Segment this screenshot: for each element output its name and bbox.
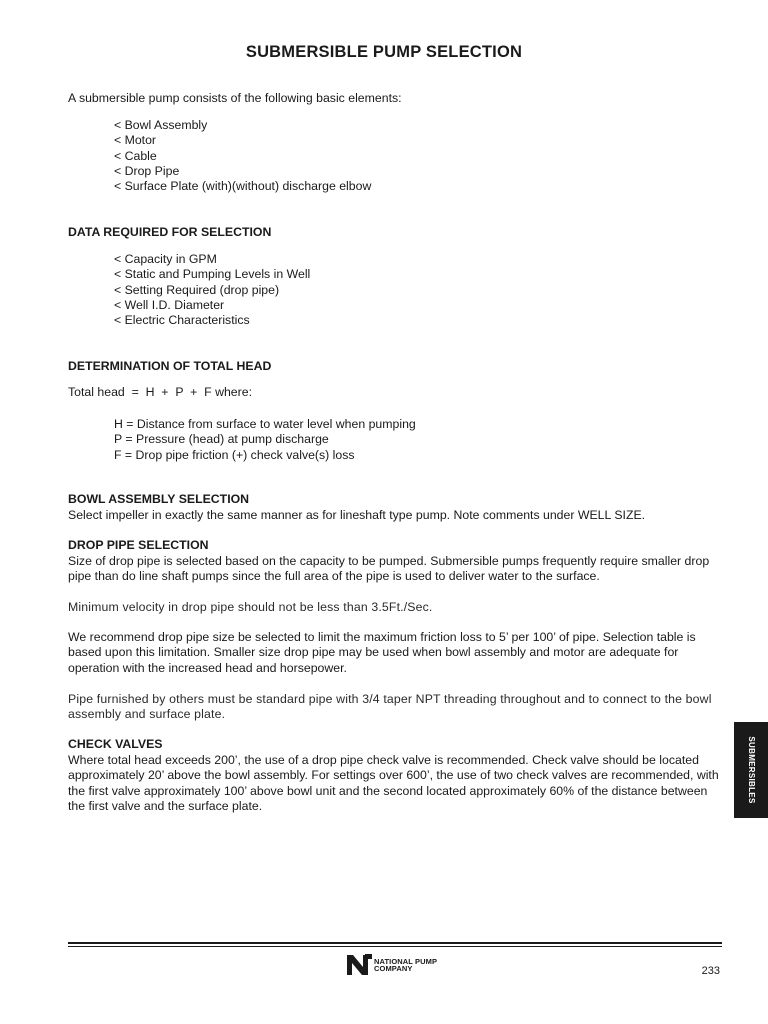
list-item: F = Drop pipe friction (+) check valve(s) loss: [114, 447, 355, 462]
list-item: < Drop Pipe: [114, 163, 180, 178]
n-logo-icon: [346, 954, 374, 976]
footer-rule: [68, 942, 722, 944]
section-tab-label: SUBMERSIBLES: [747, 736, 756, 804]
list-item: < Electric Characteristics: [114, 313, 250, 328]
bowl-assembly-heading: BOWL ASSEMBLY SELECTION: [68, 492, 250, 506]
drop-pipe-paragraph-2: Minimum velocity in drop pipe should not be less than 3.5Ft./Sec.: [68, 600, 433, 614]
drop-pipe-paragraph-4: Pipe furnished by others must be standard pipe with 3/4 taper NPT threading throughout and to connect to the bowl assembly and surface plate.: [68, 692, 712, 722]
drop-pipe-heading: DROP PIPE SELECTION: [68, 538, 209, 552]
drop-pipe-paragraph-1: Size of drop pipe is selected based on the capacity to be pumped. Submersible pumps frequently require smaller drop pipe than do line shaft pumps since the full area of the pipe is used to deliver water to the surface.: [68, 554, 710, 584]
page-title: SUBMERSIBLE PUMP SELECTION: [245, 43, 523, 61]
check-valves-text: Where total head exceeds 200’, the use of a drop pipe check valve is recommended. Check valve should be located approximately 20’ above the bowl assembly. For settings over 600’, the use of two check valves are recommended, with the first valve approximately 100’ above bowl unit and the second located approximately 60% of the distance between the first valve and the surface plate.: [68, 753, 719, 813]
list-item: < Cable: [114, 148, 157, 163]
list-item: < Motor: [114, 133, 157, 148]
list-item: P = Pressure (head) at pump discharge: [114, 432, 329, 447]
total-head-heading: DETERMINATION OF TOTAL HEAD: [68, 359, 272, 373]
total-head-terms: [114, 417, 674, 463]
logo-text-line1: NATIONAL PUMP: [374, 957, 438, 966]
list-item: < Setting Required (drop pipe): [114, 282, 280, 297]
page-number: 233: [701, 965, 720, 977]
company-logo: [346, 954, 456, 978]
logo-text-line2: COMPANY: [374, 964, 413, 973]
list-item: < Surface Plate (with)(without) discharge elbow: [114, 179, 372, 194]
check-valves-heading: CHECK VALVES: [68, 737, 163, 751]
data-required-list: [114, 252, 674, 328]
drop-pipe-paragraph-3: We recommend drop pipe size be selected to limit the maximum friction loss to 5’ per 100’ of pipe. Selection table is based upon this limitation. Smaller size drop pipe may be used when bowl assembly and motor are adequate for operation with the increased head and horsepower.: [68, 630, 696, 675]
list-item: < Static and Pumping Levels in Well: [114, 267, 311, 282]
section-tab: [734, 722, 768, 818]
bowl-assembly-text: Select impeller in exactly the same manner as for lineshaft type pump. Note comments under WELL SIZE.: [68, 508, 646, 522]
elements-list: [114, 118, 674, 194]
list-item: < Capacity in GPM: [114, 252, 217, 266]
footer-rule-thin: [68, 946, 722, 947]
total-head-formula: Total head = H + P + F where:: [68, 385, 252, 399]
data-required-heading: DATA REQUIRED FOR SELECTION: [68, 225, 272, 239]
list-item: < Well I.D. Diameter: [114, 297, 225, 312]
intro-text: A submersible pump consists of the following basic elements:: [68, 91, 402, 105]
list-item: H = Distance from surface to water level when pumping: [114, 417, 416, 431]
list-item: < Bowl Assembly: [114, 118, 208, 132]
